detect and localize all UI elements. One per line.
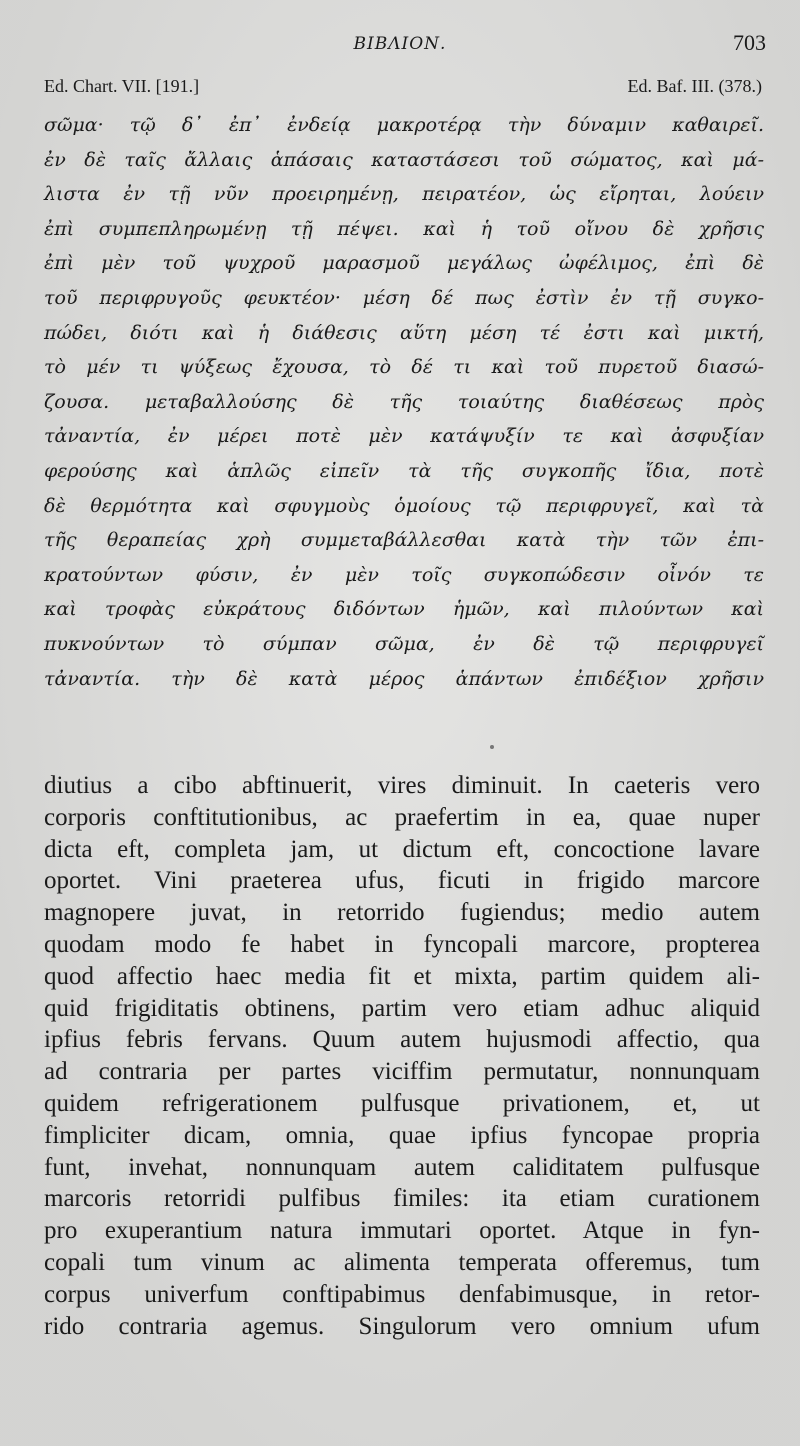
running-title: ΒΙΒΛΙΟΝ. [353, 34, 447, 54]
greek-line: φερούσης καὶ ἁπλῶς εἰπεῖν τὰ τῆς συγκοπῆς ἴδια, ποτὲ [44, 459, 764, 482]
latin-line: corpus univerfum conftipabimus denfabimusque, in retor- [44, 1280, 760, 1308]
greek-line: δὲ θερμότητα καὶ σφυγμοὺς ὁμοίους τῷ περιφρυγεῖ, καὶ τὰ [44, 494, 764, 517]
latin-line: fimpliciter dicam, omnia, quae ipfius fyncopae propria [44, 1121, 760, 1149]
latin-line: diutius a cibo abftinuerit, vires diminuit. In caeteris vero [44, 772, 760, 799]
greek-line: κρατούντων φύσιν, ἐν μὲν τοῖς συγκοπώδεσιν οἶνόν τε [44, 563, 764, 586]
latin-line: rido contraria agemus. Singulorum vero omnium ufum [44, 1312, 760, 1340]
greek-line: τῆς θεραπείας χρὴ συμμεταβάλλεσθαι κατὰ τὴν τῶν ἐπι- [44, 529, 764, 552]
greek-line: ἐπὶ μὲν τοῦ ψυχροῦ μαρασμοῦ μεγάλως ὠφέλιμος, ἐπὶ δὲ [44, 252, 764, 275]
greek-line: ἐν δὲ ταῖς ἄλλαις ἁπάσαις καταστάσεσι τοῦ σώματος, καὶ μά- [44, 148, 764, 171]
latin-line: quidem refrigerationem pulfusque privationem, et, ut [44, 1089, 760, 1117]
latin-line: quid frigiditatis obtinens, partim vero etiam adhuc aliquid [44, 994, 760, 1022]
latin-line: ad contraria per partes viciffim permutatur, nonnunquam [44, 1058, 760, 1086]
greek-line: ἐπὶ συμπεπληρωμένῃ τῇ πέψει. καὶ ἡ τοῦ οἴνου δὲ χρῆσις [44, 217, 764, 240]
edition-reference-chartier: Ed. Chart. VII. [191.] [44, 76, 200, 96]
latin-line: oportet. Vini praeterea ufus, ficuti in frigido marcore [44, 867, 760, 895]
latin-line: quod affectio haec media fit et mixta, partim quidem ali- [44, 962, 760, 990]
latin-line: funt, invehat, nonnunquam autem caliditatem pulfusque [44, 1153, 760, 1181]
separator-mark [490, 745, 494, 749]
latin-line: copali tum vinum ac alimenta temperata offeremus, tum [44, 1248, 760, 1276]
greek-line: καὶ τροφὰς εὐκράτους διδόντων ἡμῶν, καὶ πιλούντων καὶ [44, 598, 764, 621]
latin-line: marcoris retorridi pulfibus fimiles: ita etiam curationem [44, 1185, 760, 1213]
greek-line: πώδει, διότι καὶ ἡ διάθεσις αὕτη μέση τέ ἐστι καὶ μικτή, [44, 321, 764, 344]
greek-line: τἀναντία. τὴν δὲ κατὰ μέρος ἁπάντων ἐπιδέξιον χρῆσιν [44, 667, 764, 690]
latin-line: magnopere juvat, in retorrido fugiendus; medio autem [44, 899, 760, 927]
greek-line: λιστα ἐν τῇ νῦν προειρημένῃ, πειρατέον, ὡς εἴρηται, λούειν [44, 183, 764, 206]
greek-line: τοῦ περιφρυγοῦς φευκτέον· μέση δέ πως ἐστὶν ἐν τῇ συγκο- [44, 286, 764, 309]
latin-line: corporis conftitutionibus, ac praefertim in ea, quae nuper [44, 803, 760, 831]
latin-line: ipfius febris fervans. Quum autem hujusmodi affectio, qua [44, 1026, 760, 1054]
page-number: 703 [733, 30, 766, 55]
latin-text-block [44, 770, 760, 1342]
greek-line: τὸ μέν τι ψύξεως ἔχουσα, τὸ δέ τι καὶ τοῦ πυρετοῦ διασώ- [44, 356, 764, 379]
latin-line: quodam modo fe habet in fyncopali marcore, propterea [44, 930, 760, 958]
greek-line: ζουσα. μεταβαλλούσης δὲ τῆς τοιαύτης διαθέσεως πρὸς [44, 390, 764, 413]
edition-reference-basel: Ed. Baf. III. (378.) [627, 76, 762, 96]
greek-line: τἀναντία, ἐν μέρει ποτὲ μὲν κατάψυξίν τε καὶ ἀσφυξίαν [44, 425, 764, 448]
latin-line: pro exuperantium natura immutari oportet. Atque in fyn- [44, 1217, 760, 1245]
latin-line: dicta eft, completa jam, ut dictum eft, concoctione lavare [44, 835, 760, 863]
greek-line: σῶμα· τῷ δ᾽ ἐπ᾽ ἐνδείᾳ μακροτέρᾳ τὴν δύναμιν καθαιρεῖ. [44, 114, 764, 136]
greek-line: πυκνούντων τὸ σύμπαν σῶμα, ἐν δὲ τῷ περιφρυγεῖ [44, 632, 764, 655]
greek-text-block [44, 108, 764, 696]
